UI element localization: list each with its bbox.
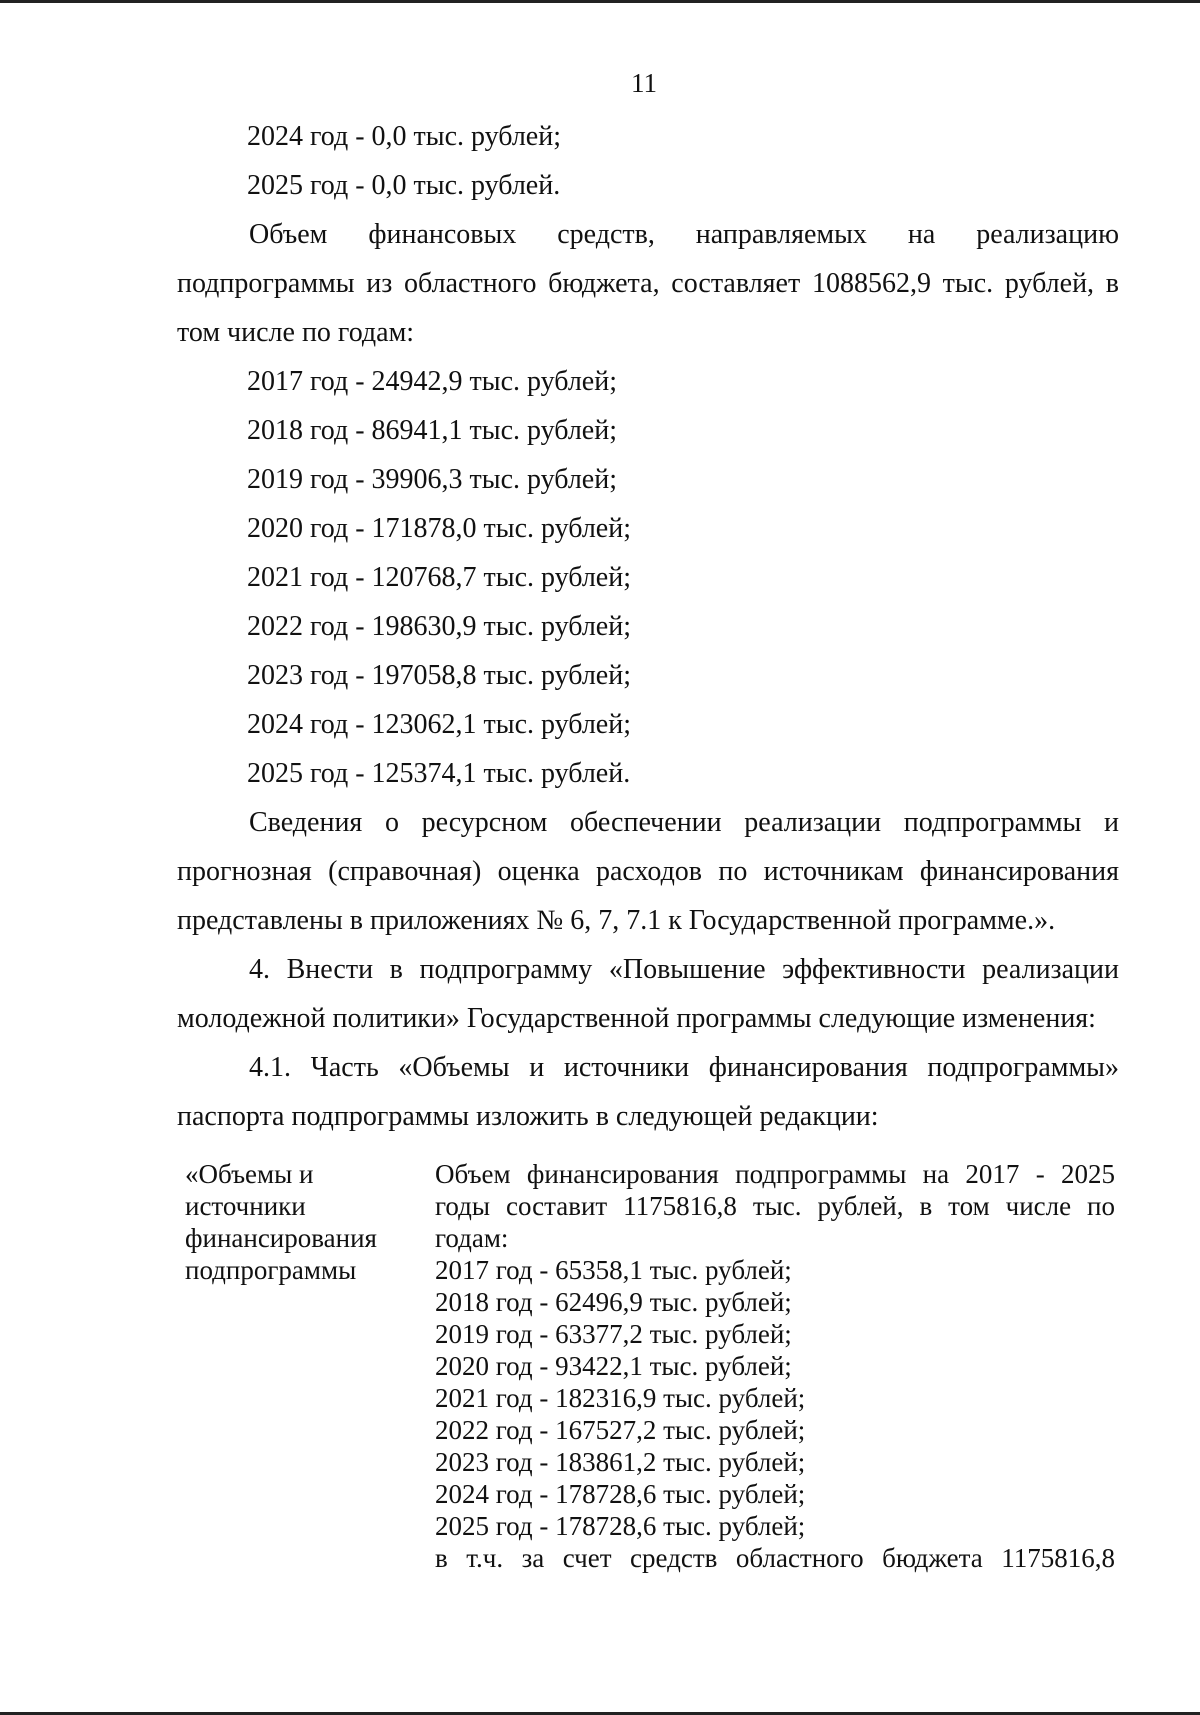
item-4-paragraph bbox=[177, 945, 1119, 1043]
passport-year-line: 2024 год - 178728,6 тыс. рублей; bbox=[435, 1479, 806, 1509]
passport-year-line: 2023 год - 183861,2 тыс. рублей; bbox=[435, 1447, 806, 1477]
passport-label-line: подпрограммы bbox=[185, 1255, 357, 1285]
passport-year-line: 2019 год - 63377,2 тыс. рублей; bbox=[435, 1319, 792, 1349]
paragraph-line: 4.1. Часть «Объемы и источники финансирования подпрограммы» bbox=[249, 1052, 1119, 1083]
year-line: 2023 год - 197058,8 тыс. рублей; bbox=[247, 660, 632, 691]
passport-year-line: 2018 год - 62496,9 тыс. рублей; bbox=[435, 1287, 792, 1317]
passport-year-line: 2021 год - 182316,9 тыс. рублей; bbox=[435, 1383, 806, 1413]
passport-value-cell bbox=[435, 1158, 1115, 1574]
paragraph-line: Сведения о ресурсном обеспечении реализации подпрограммы и bbox=[249, 807, 1119, 838]
passport-label-cell bbox=[185, 1158, 435, 1574]
document-body bbox=[177, 112, 1119, 1141]
paragraph-line: Объем финансовых средств, направляемых на реализацию bbox=[249, 219, 1119, 250]
passport-label-line: источники bbox=[185, 1191, 306, 1221]
year-line: 2024 год - 0,0 тыс. рублей; bbox=[247, 121, 562, 152]
year-line: 2020 год - 171878,0 тыс. рублей; bbox=[247, 513, 632, 544]
passport-table bbox=[185, 1158, 1115, 1574]
page-top-edge bbox=[0, 0, 1200, 3]
paragraph-line: представлены в приложениях № 6, 7, 7.1 к Государственной программе.». bbox=[177, 905, 1056, 936]
paragraph-line: молодежной политики» Государственной программы следующие изменения: bbox=[177, 1003, 1096, 1034]
year-line: 2021 год - 120768,7 тыс. рублей; bbox=[247, 562, 632, 593]
paragraph-line: паспорта подпрограммы изложить в следующей редакции: bbox=[177, 1101, 879, 1132]
year-line: 2019 год - 39906,3 тыс. рублей; bbox=[247, 464, 618, 495]
passport-intro-line: годам: bbox=[435, 1223, 509, 1253]
regional-budget-paragraph bbox=[177, 210, 1119, 357]
page-number: 11 bbox=[631, 68, 657, 98]
passport-year-line: 2017 год - 65358,1 тыс. рублей; bbox=[435, 1255, 792, 1285]
year-line: 2024 год - 123062,1 тыс. рублей; bbox=[247, 709, 632, 740]
year-line: 2017 год - 24942,9 тыс. рублей; bbox=[247, 366, 618, 397]
paragraph-line: 4. Внести в подпрограмму «Повышение эффективности реализации bbox=[249, 954, 1119, 985]
year-line: 2022 год - 198630,9 тыс. рублей; bbox=[247, 611, 632, 642]
year-line: 2025 год - 125374,1 тыс. рублей. bbox=[247, 758, 631, 789]
paragraph-line: том числе по годам: bbox=[177, 317, 415, 348]
paragraph-line: прогнозная (справочная) оценка расходов по источникам финансирования bbox=[177, 856, 1119, 887]
passport-label-line: «Объемы и bbox=[185, 1159, 314, 1189]
passport-tail-line: в т.ч. за счет средств областного бюджета 1175816,8 bbox=[435, 1543, 1115, 1573]
passport-intro-line: Объем финансирования подпрограммы на 2017 - 2025 bbox=[435, 1159, 1115, 1189]
paragraph-line: подпрограммы из областного бюджета, составляет 1088562,9 тыс. рублей, в bbox=[177, 268, 1119, 299]
passport-label-line: финансирования bbox=[185, 1223, 377, 1253]
passport-year-line: 2025 год - 178728,6 тыс. рублей; bbox=[435, 1511, 806, 1541]
passport-year-line: 2020 год - 93422,1 тыс. рублей; bbox=[435, 1351, 792, 1381]
resources-paragraph bbox=[177, 798, 1119, 945]
item-4-1-paragraph bbox=[177, 1043, 1119, 1141]
passport-year-line: 2022 год - 167527,2 тыс. рублей; bbox=[435, 1415, 806, 1445]
passport-intro-line: годы составит 1175816,8 тыс. рублей, в том числе по bbox=[435, 1191, 1115, 1221]
year-line: 2025 год - 0,0 тыс. рублей. bbox=[247, 170, 561, 201]
year-line: 2018 год - 86941,1 тыс. рублей; bbox=[247, 415, 618, 446]
